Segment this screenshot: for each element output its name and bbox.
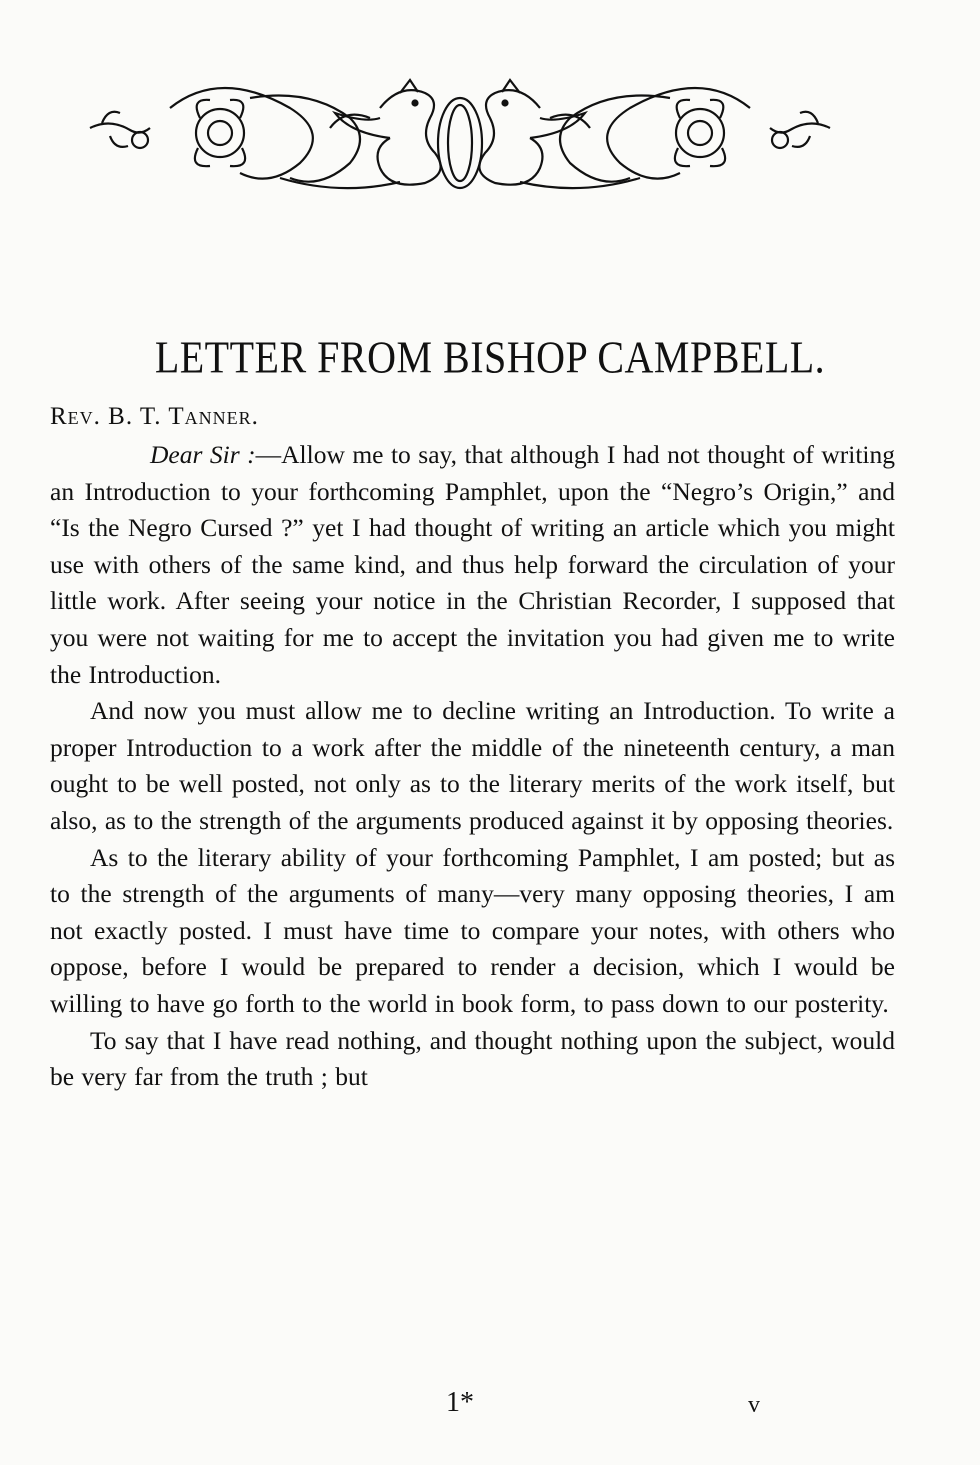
paragraph-3: As to the literary ability of your forthcoming Pamphlet, I am posted; but as to the strength of the arguments of many—very many opposing theories, I am not exactly posted. I must have time to compare your notes, with others who oppose, before I would be prepared to render a decision, which I would be willing to have go forth to the world in book form, to pass down to our posterity.: [50, 842, 895, 1018]
paragraph-2: And now you must allow me to decline writing an Introduction. To write a proper Introduction to a work after the middle of the nineteenth century, a man ought to be well posted, not only as to the literary merits of the work itself, but also, as to the strength of the arguments produced against it by opposing theories.: [50, 696, 895, 835]
letter-body: [50, 437, 895, 1096]
paragraph-1-text: —Allow me to say, that although I had not thought of writing an Introduction to your forthcoming Pamphlet, upon the “Negro’s Origin,” and “Is the Negro Cursed ?” yet I had thought of writing an article which you might use with others of the same kind, and thus help forward the circulation of your little work. After seeing your notice in the Christian Recorder, I supposed that you were not waiting for me to accept the invitation you had given me to write the Introduction.: [50, 440, 895, 689]
salutation: Dear Sir :: [150, 440, 256, 469]
signature-mark: 1*: [446, 1387, 474, 1418]
paragraph-1: [50, 437, 895, 693]
page-title: LETTER FROM BISHOP CAMPBELL.: [154, 331, 826, 383]
addressee-line: [50, 403, 259, 431]
decorative-headpiece-ornament: [80, 78, 840, 198]
addressee: Rev. B. T. Tanner.: [50, 403, 259, 430]
page-number: v: [748, 1392, 760, 1418]
paragraph-4: To say that I have read nothing, and thought nothing upon the subject, would be very far from the truth ; but: [50, 1025, 895, 1092]
